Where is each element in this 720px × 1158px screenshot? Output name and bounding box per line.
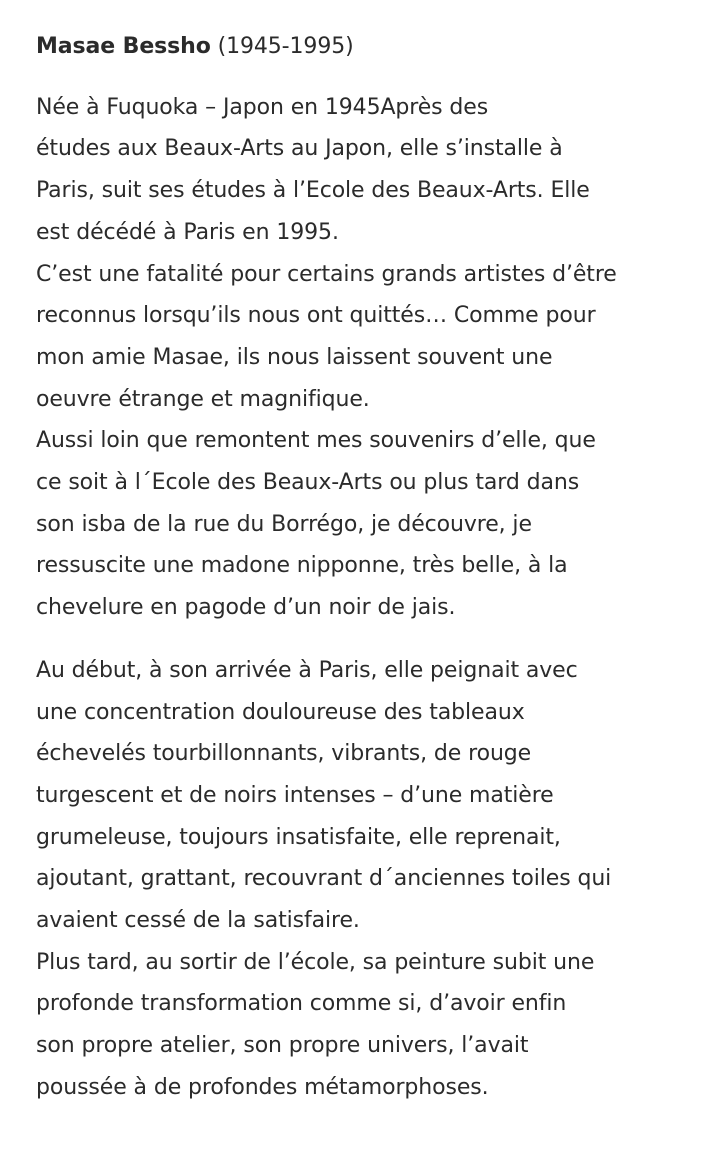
text-line: ajoutant, grattant, recouvrant d´anciennes toiles qui — [36, 866, 612, 892]
text-line: études aux Beaux-Arts au Japon, elle s’installe à — [36, 136, 563, 162]
paragraph — [36, 420, 696, 629]
text-line: avaient cessé de la satisfaire. — [36, 908, 360, 934]
text-line: profonde transformation comme si, d’avoir enfin — [36, 991, 567, 1017]
text-line: reconnus lorsqu’ils nous ont quittés… Comme pour — [36, 303, 596, 329]
text-line: poussée à de profondes métamorphoses. — [36, 1074, 489, 1100]
text-line: Aussi loin que remontent mes souvenirs d’elle, que — [36, 428, 596, 454]
text-line: turgescent et de noirs intenses – d’une matière — [36, 782, 554, 808]
text-line: mon amie Masae, ils nous laissent souvent une — [36, 344, 553, 370]
text-line: Paris, suit ses études à l’Ecole des Beaux-Arts. Elle — [36, 178, 590, 204]
text-line: son isba de la rue du Borrégo, je découvre, je — [36, 511, 532, 537]
text-line: Née à Fuquoka – Japon en 1945Après des — [36, 94, 489, 120]
text-line: son propre atelier, son propre univers, l’avait — [36, 1033, 529, 1059]
artist-name: Masae Bessho — [36, 34, 211, 59]
text-line: échevelés tourbillonnants, vibrants, de rouge — [36, 741, 532, 767]
article-body — [36, 26, 696, 1130]
paragraph — [36, 650, 696, 942]
text-line: grumeleuse, toujours insatisfaite, elle reprenait, — [36, 824, 561, 850]
text-block — [36, 650, 696, 1109]
text-blocks — [36, 87, 696, 1109]
text-line: Au début, à son arrivée à Paris, elle peignait avec — [36, 657, 578, 683]
text-line: oeuvre étrange et magnifique. — [36, 386, 370, 412]
text-line: une concentration douloureuse des tableaux — [36, 699, 525, 725]
text-block — [36, 87, 696, 629]
text-line: est décédé à Paris en 1995. — [36, 219, 339, 245]
artist-heading — [36, 26, 696, 68]
paragraph — [36, 87, 696, 254]
text-line: C’est une fatalité pour certains grands artistes d’être — [36, 261, 617, 287]
text-line: chevelure en pagode d’un noir de jais. — [36, 595, 456, 621]
text-line: Plus tard, au sortir de l’école, sa peinture subit une — [36, 949, 595, 975]
paragraph — [36, 942, 696, 1109]
paragraph — [36, 254, 696, 421]
artist-dates: (1945-1995) — [210, 34, 354, 59]
text-line: ce soit à l´Ecole des Beaux-Arts ou plus tard dans — [36, 470, 580, 496]
text-line: ressuscite une madone nipponne, très belle, à la — [36, 553, 568, 579]
